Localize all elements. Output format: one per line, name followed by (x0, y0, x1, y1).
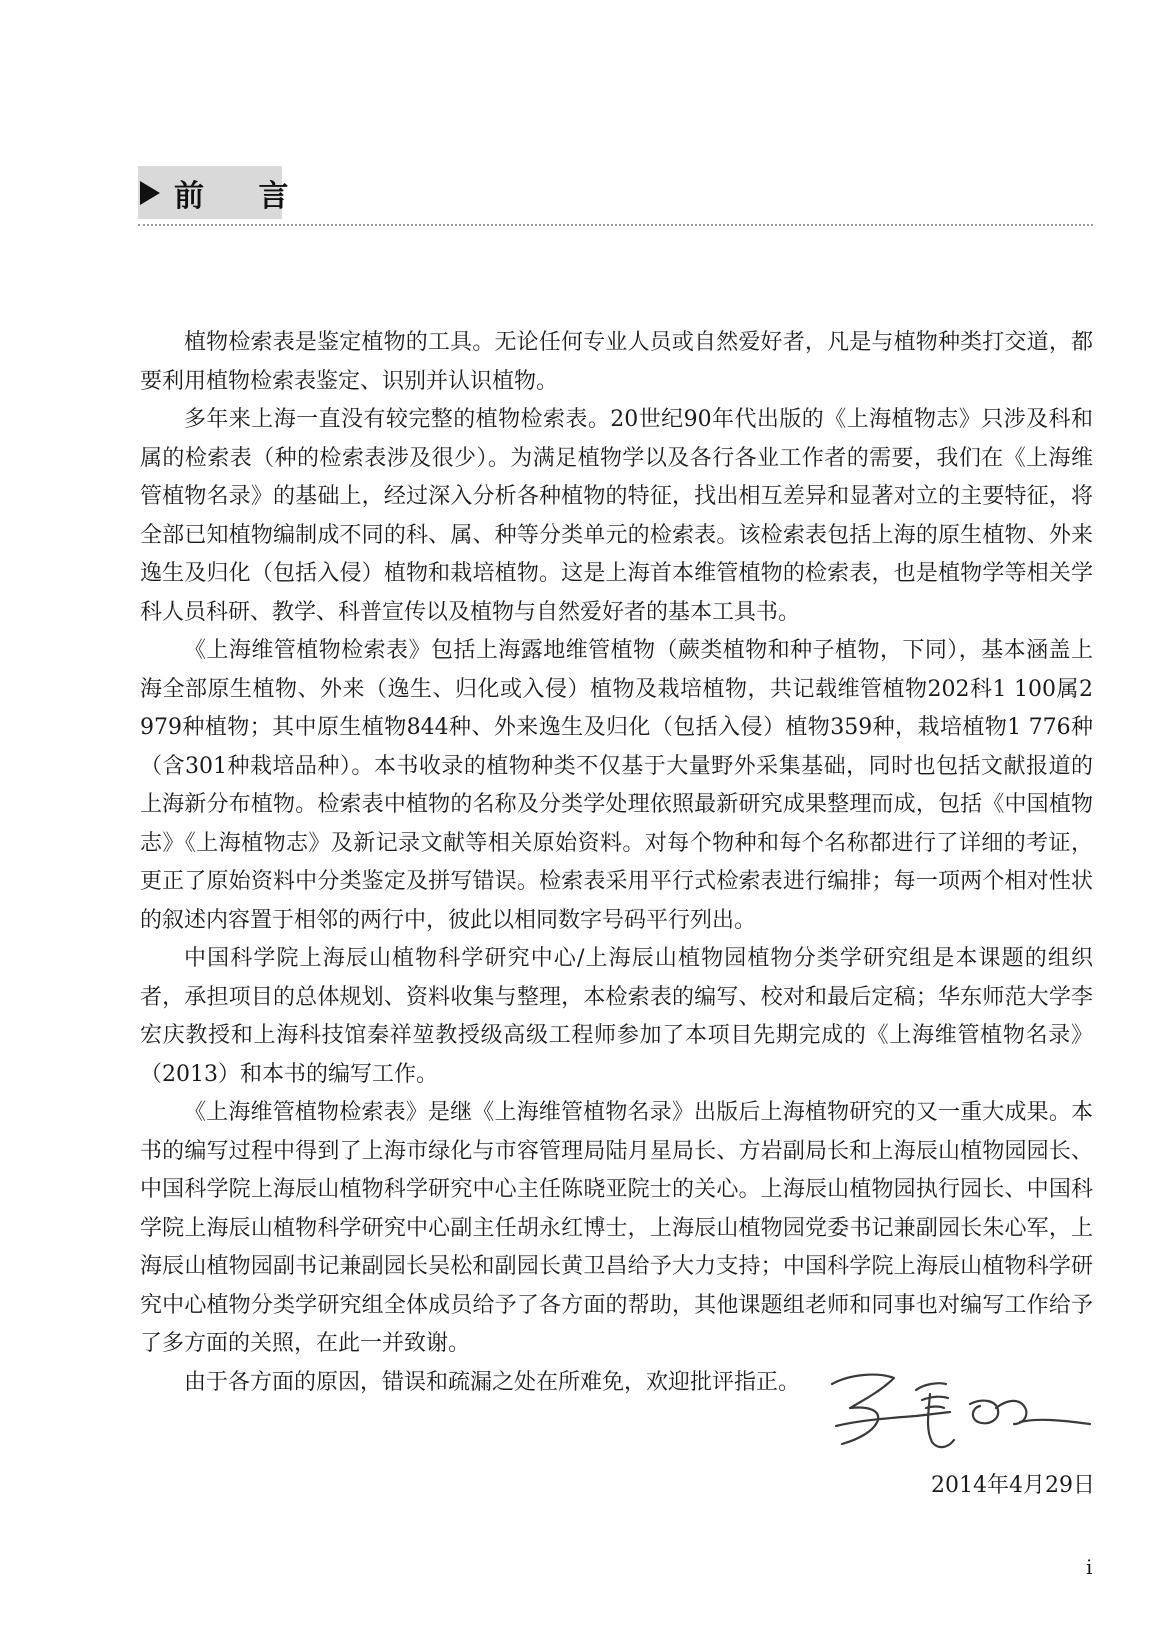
paragraph: 植物检索表是鉴定植物的工具。无论任何专业人员或自然爱好者，凡是与植物种类打交道，都要利用植物检索表鉴定、识别并认识植物。 (140, 330, 1093, 394)
paragraph: 多年来上海一直没有较完整的植物检索表。20世纪90年代出版的《上海植物志》只涉及科和属的检索表（种的检索表涉及很少）。为满足植物学以及各行各业工作者的需要，我们在《上海维管植物名录》的基础上，经过深入分析各种植物的特征，找出相互差异和显著对立的主要特征，将全部已知植物编制成不同的科、属、种等分类单元的检索表。该检索表包括上海的原生植物、外来逸生及归化（包括入侵）植物和栽培植物。这是上海首本维管植物的检索表，也是植物学等相关学科人员科研、教学、科普宣传以及植物与自然爱好者的基本工具书。 (140, 407, 1093, 625)
paragraph: 由于各方面的原因，错误和疏漏之处在所难免，欢迎批评指正。 (184, 1369, 801, 1395)
section-heading (138, 166, 311, 219)
paragraph: 中国科学院上海辰山植物科学研究中心/上海辰山植物园植物分类学研究组是本课题的组织者，承担项目的总体规划、资料收集与整理，本检索表的编写、校对和最后定稿；华东师范大学李宏庆教授和上海科技馆秦祥堃教授级高级工程师参加了本项目先期完成的《上海维管植物名录》（2013）和本书的编写工作。 (140, 946, 1093, 1087)
page-number: i (1086, 1555, 1093, 1579)
preface-body (140, 324, 1093, 1402)
dotted-divider (138, 224, 1093, 226)
signature-icon (820, 1360, 1100, 1470)
triangle-arrow-icon (140, 181, 160, 205)
paragraph: 《上海维管植物检索表》包括上海露地维管植物（蕨类植物和种子植物，下同），基本涵盖上海全部原生植物、外来（逸生、归化或入侵）植物及栽培植物，共记载维管植物202科1 100属2 979种植物；其中原生植物844种、外来逸生及归化（包括入侵）植物359种，栽培植物1 776种（含301种栽培品种）。本书收录的植物种类不仅基于大量野外采集基础，同时也包括文献报道的上海新分布植物。检索表中植物的名称及分类学处理依照最新研究成果整理而成，包括《中国植物志》《上海植物志》及新记录文献等相关原始资料。对每个物种和每个名称都进行了详细的考证，更正了原始资料中分类鉴定及拼写错误。检索表采用平行式检索表进行编排；每一项两个相对性状的叙述内容置于相邻的两行中，彼此以相同数字号码平行列出。 (140, 638, 1093, 933)
paragraph: 《上海维管植物检索表》是继《上海维管植物名录》出版后上海植物研究的又一重大成果。本书的编写过程中得到了上海市绿化与市容管理局陆月星局长、方岩副局长和上海辰山植物园园长、中国科学院上海辰山植物科学研究中心主任陈晓亚院士的关心。上海辰山植物园执行园长、中国科学院上海辰山植物科学研究中心副主任胡永红博士，上海辰山植物园党委书记兼副园长朱心军，上海辰山植物园副书记兼副园长吴松和副园长黄卫昌给予大力支持；中国科学院上海辰山植物科学研究中心植物分类学研究组全体成员给予了各方面的帮助，其他课题组老师和同事也对编写工作给予了多方面的关照，在此一并致谢。 (140, 1100, 1093, 1356)
heading-title: 前 言 (174, 178, 311, 214)
date: 2014年4月29日 (931, 1473, 1095, 1498)
